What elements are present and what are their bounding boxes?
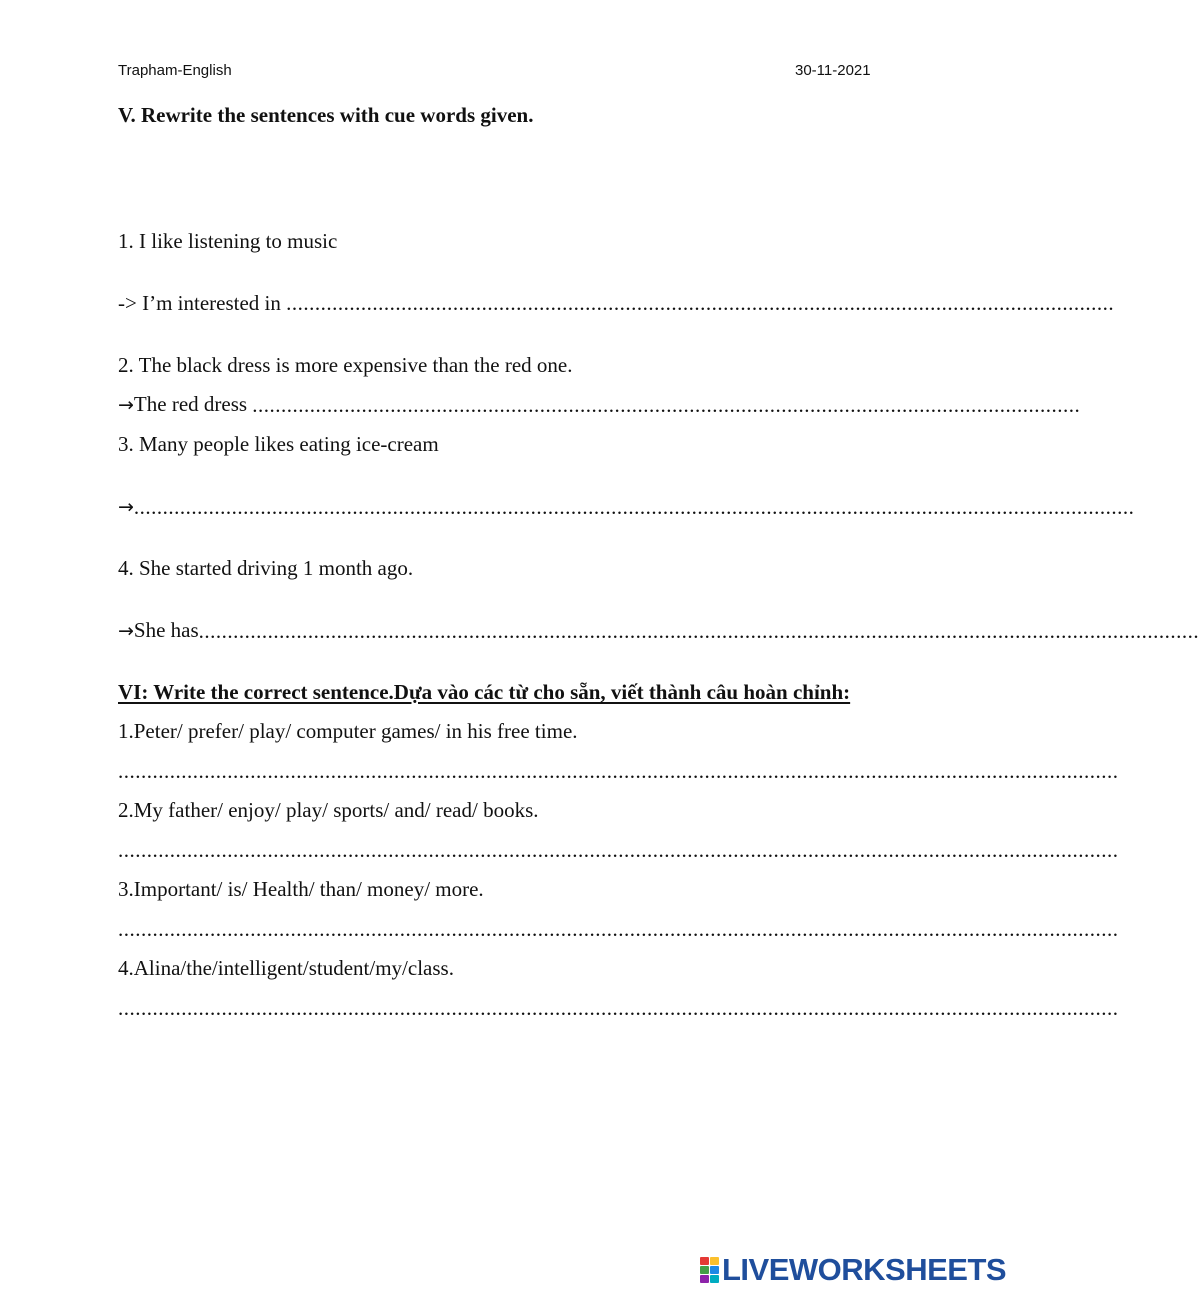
exercise-2-answer-blank[interactable]	[118, 838, 1119, 862]
dots: ..............................................................................................................................................................................	[118, 917, 1119, 941]
logo-square	[710, 1266, 719, 1274]
answer-line-4[interactable]	[118, 618, 1199, 643]
exercise-item-2: 2.My father/ enjoy/ play/ sports/ and/ read/ books.	[118, 798, 539, 822]
arrow-icon: →	[118, 394, 134, 416]
dots: ..............................................................................................................................................................................	[118, 996, 1119, 1020]
exercise-item-3: 3.Important/ is/ Health/ than/ money/ more.	[118, 877, 484, 901]
arrow-icon: →	[118, 620, 134, 642]
answer-1-prefix: -> I’m interested in	[118, 291, 287, 315]
logo-square	[700, 1257, 709, 1265]
answer-3-blank[interactable]: ..............................................................................................................................................................................	[133, 495, 1135, 519]
section-6-title: VI: Write the correct sentence.Dựa vào các từ cho sẵn, viết thành câu hoàn chỉnh:	[118, 680, 851, 704]
dots: ..............................................................................................................................................................................	[118, 838, 1119, 862]
exercise-item-1: 1.Peter/ prefer/ play/ computer games/ in his free time.	[118, 719, 578, 743]
liveworksheets-icon	[700, 1257, 719, 1283]
exercise-3-answer-blank[interactable]	[118, 917, 1119, 941]
exercise-1-answer-blank[interactable]	[118, 759, 1119, 783]
answer-line-1[interactable]	[118, 291, 1115, 315]
answer-line-2[interactable]	[118, 392, 1081, 417]
answer-2-prefix: The red dress	[133, 392, 253, 416]
header-date: 30-11-2021	[795, 62, 871, 79]
arrow-icon: →	[118, 496, 134, 518]
answer-4-blank[interactable]: ..............................................................................................................................................................................	[198, 619, 1199, 643]
logo-square	[710, 1257, 719, 1265]
answer-2-blank[interactable]: ................................................................................................................................................	[252, 393, 1081, 417]
logo-square	[700, 1266, 709, 1274]
logo-text: LIVEWORKSHEETS	[722, 1252, 1007, 1287]
logo-square	[700, 1275, 709, 1283]
logo-square	[710, 1275, 719, 1283]
exercise-item-4: 4.Alina/the/intelligent/student/my/class.	[118, 956, 454, 980]
section-5-title: V. Rewrite the sentences with cue words given.	[118, 103, 534, 127]
answer-1-blank[interactable]: ................................................................................................................................................	[286, 291, 1115, 315]
exercise-4-answer-blank[interactable]	[118, 996, 1119, 1020]
answer-line-3[interactable]	[118, 494, 1135, 519]
question-3: 3. Many people likes eating ice-cream	[118, 432, 439, 456]
liveworksheets-logo	[700, 1252, 1006, 1288]
question-2: 2. The black dress is more expensive than the red one.	[118, 353, 573, 377]
header-left: Trapham-English	[118, 62, 232, 79]
question-4: 4. She started driving 1 month ago.	[118, 556, 414, 580]
dots: ..............................................................................................................................................................................	[118, 759, 1119, 783]
question-1: 1. I like listening to music	[118, 229, 338, 253]
answer-4-prefix: She has	[133, 618, 199, 642]
